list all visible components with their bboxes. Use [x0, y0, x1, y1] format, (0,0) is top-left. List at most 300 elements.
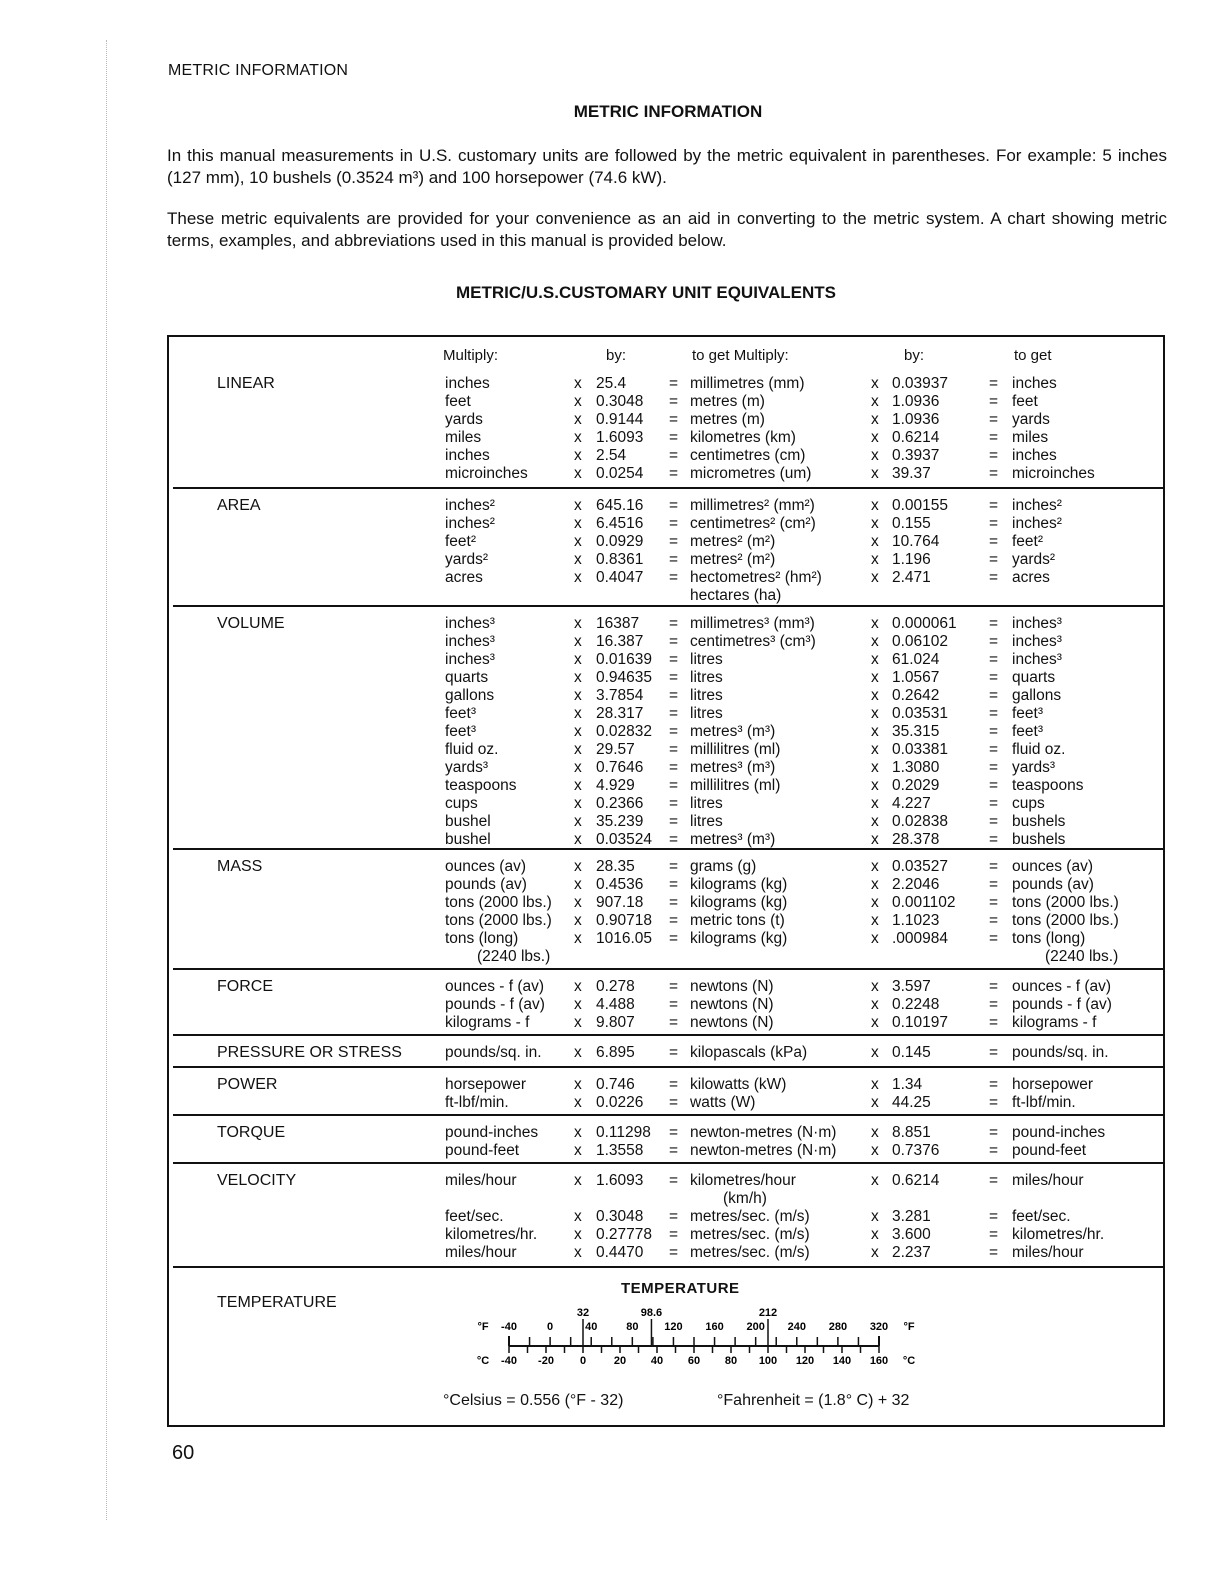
equals-sign: = [669, 393, 679, 410]
factor-2: 10.764 [892, 533, 940, 550]
metric-unit: metres³ (m³) [690, 831, 776, 848]
table-row [173, 447, 1163, 465]
table-row [173, 687, 1163, 705]
factor: 4.929 [596, 777, 635, 794]
factor-2: 0.2029 [892, 777, 940, 794]
equals-sign-2: = [989, 1076, 999, 1093]
page-title: METRIC INFORMATION [573, 102, 763, 121]
equals-sign-2: = [989, 687, 999, 704]
from-unit: inches³ [445, 615, 495, 632]
to-unit: ft-lbf/min. [1012, 1094, 1076, 1111]
factor-2: 0.3937 [892, 447, 940, 464]
metric-unit: millilitres (ml) [690, 741, 781, 758]
times-sign: x [574, 978, 582, 995]
equals-sign: = [669, 515, 679, 532]
from-unit: miles [445, 429, 482, 446]
factor: 0.278 [596, 978, 635, 995]
from-unit: feet³ [445, 723, 477, 740]
metric-unit: litres [690, 813, 723, 830]
table-row [173, 1044, 1163, 1062]
equals-sign: = [669, 375, 679, 392]
factor: 1.6093 [596, 1172, 644, 1189]
factor-2: 2.237 [892, 1244, 931, 1261]
fahrenheit-marker-label: 212 [758, 1307, 778, 1319]
metric-unit: metres (m) [690, 411, 765, 428]
times-sign: x [574, 533, 582, 550]
times-sign-2: x [871, 1226, 879, 1243]
table-row [173, 569, 1163, 587]
times-sign: x [574, 723, 582, 740]
section-name: MASS [217, 858, 263, 875]
factor-2: 28.378 [892, 831, 940, 848]
factor-2: 0.03937 [892, 375, 949, 392]
equals-sign: = [669, 633, 679, 650]
factor-2: 3.597 [892, 978, 931, 995]
times-sign-2: x [871, 912, 879, 929]
celsius-tick-label: -40 [501, 1355, 517, 1366]
metric-unit: newton-metres (N·m) [690, 1142, 837, 1159]
factor-2: 0.03531 [892, 705, 949, 722]
factor: 35.239 [596, 813, 644, 830]
metric-unit: kilograms (kg) [690, 930, 788, 947]
equals-sign: = [669, 533, 679, 550]
table-row [173, 1124, 1163, 1142]
scan-margin-line [106, 40, 107, 1520]
fahrenheit-tick-label: 80 [626, 1321, 639, 1333]
equals-sign: = [669, 551, 679, 568]
factor-2: 1.0936 [892, 393, 940, 410]
factor: 1.3558 [596, 1142, 644, 1159]
to-unit: pounds - f (av) [1012, 996, 1112, 1013]
fahrenheit-tick-label: 40 [585, 1321, 598, 1333]
times-sign: x [574, 876, 582, 893]
factor-2: 0.2248 [892, 996, 940, 1013]
equals-sign-2: = [989, 551, 999, 568]
metric-unit: centimetres (cm) [690, 447, 806, 464]
metric-unit: metres (m) [690, 393, 765, 410]
table-row [173, 615, 1163, 633]
from-unit: miles/hour [445, 1244, 517, 1261]
equals-sign: = [669, 894, 679, 911]
equals-sign: = [669, 813, 679, 830]
factor-2: 8.851 [892, 1124, 931, 1141]
from-unit: yards [445, 411, 483, 428]
factor-2: 1.3080 [892, 759, 940, 776]
to-unit: cups [1012, 795, 1045, 812]
times-sign-2: x [871, 1014, 879, 1031]
factor-2: 2.471 [892, 569, 931, 586]
factor-2: 0.6214 [892, 1172, 940, 1189]
section-power [173, 1066, 1163, 1116]
from-unit: inches² [445, 515, 495, 532]
from-unit: tons (long) [445, 930, 519, 947]
factor: 0.27778 [596, 1226, 653, 1243]
metric-unit: kilometres/hour [690, 1172, 796, 1189]
from-unit: yards² [445, 551, 489, 568]
times-sign-2: x [871, 569, 879, 586]
factor-2: 0.7376 [892, 1142, 940, 1159]
metric-unit: newtons (N) [690, 978, 774, 995]
equals-sign-2: = [989, 1142, 999, 1159]
equals-sign-2: = [989, 669, 999, 686]
times-sign-2: x [871, 651, 879, 668]
times-sign-2: x [871, 978, 879, 995]
table-row [173, 633, 1163, 651]
times-sign-2: x [871, 669, 879, 686]
factor-2: .000984 [892, 930, 949, 947]
factor: 0.3048 [596, 393, 644, 410]
equals-sign-2: = [989, 795, 999, 812]
equals-sign: = [669, 876, 679, 893]
section-mass [173, 848, 1163, 970]
metric-unit: newtons (N) [690, 996, 774, 1013]
times-sign-2: x [871, 687, 879, 704]
factor: 0.3048 [596, 1208, 644, 1225]
from-unit: feet² [445, 533, 477, 550]
from-unit: feet [445, 393, 471, 410]
factor-2: 3.600 [892, 1226, 931, 1243]
times-sign-2: x [871, 447, 879, 464]
table-row [173, 393, 1163, 411]
table-row [173, 978, 1163, 996]
celsius-unit-right: °C [902, 1355, 916, 1366]
to-unit: feet³ [1012, 723, 1044, 740]
table-row [173, 465, 1163, 483]
factor-2: 39.37 [892, 465, 931, 482]
chart-title: METRIC/U.S.CUSTOMARY UNIT EQUIVALENTS [456, 283, 837, 302]
section-force [173, 968, 1163, 1036]
equals-sign-2: = [989, 813, 999, 830]
factor: 0.9144 [596, 411, 644, 428]
times-sign: x [574, 1014, 582, 1031]
equals-sign: = [669, 497, 679, 514]
to-unit: inches³ [1012, 633, 1062, 650]
from-unit: microinches [445, 465, 528, 482]
to-unit: inches³ [1012, 651, 1062, 668]
equals-sign: = [669, 858, 679, 875]
times-sign: x [574, 497, 582, 514]
table-row [173, 587, 1163, 605]
fahrenheit-tick-label: 320 [869, 1321, 889, 1333]
times-sign: x [574, 447, 582, 464]
from-unit: inches [445, 447, 490, 464]
from-unit: acres [445, 569, 483, 586]
equals-sign: = [669, 741, 679, 758]
equals-sign-2: = [989, 930, 999, 947]
table-row [173, 1244, 1163, 1262]
factor: 6.4516 [596, 515, 644, 532]
to-unit: inches² [1012, 497, 1062, 514]
equals-sign: = [669, 723, 679, 740]
equals-sign: = [669, 930, 679, 947]
table-row [173, 705, 1163, 723]
times-sign: x [574, 429, 582, 446]
equals-sign-2: = [989, 1014, 999, 1031]
from-unit: pounds/sq. in. [445, 1044, 542, 1061]
to-unit: inches [1012, 447, 1057, 464]
table-row [173, 996, 1163, 1014]
table-row [173, 533, 1163, 551]
from-unit: teaspoons [445, 777, 517, 794]
table-row [173, 759, 1163, 777]
times-sign-2: x [871, 533, 879, 550]
metric-unit: kilowatts (kW) [690, 1076, 787, 1093]
equals-sign-2: = [989, 978, 999, 995]
times-sign: x [574, 651, 582, 668]
table-row [173, 876, 1163, 894]
section-name: VOLUME [217, 615, 285, 632]
header-by-2: by: [904, 347, 925, 364]
table-row [173, 741, 1163, 759]
metric-unit: kilograms (kg) [690, 894, 788, 911]
times-sign-2: x [871, 1142, 879, 1159]
factor: 25.4 [596, 375, 627, 392]
table-row [173, 813, 1163, 831]
section-velocity [173, 1162, 1163, 1268]
to-unit: kilometres/hr. [1012, 1226, 1105, 1243]
metric-unit: hectares (ha) [690, 587, 782, 604]
table-row [173, 795, 1163, 813]
times-sign: x [574, 687, 582, 704]
metric-unit: metric tons (t) [690, 912, 785, 929]
fahrenheit-tick-label: -40 [501, 1321, 517, 1333]
metric-unit: newton-metres (N·m) [690, 1124, 837, 1141]
factor: 28.317 [596, 705, 644, 722]
to-unit: tons (2000 lbs.) [1012, 912, 1119, 929]
times-sign: x [574, 777, 582, 794]
equals-sign: = [669, 651, 679, 668]
equals-sign-2: = [989, 741, 999, 758]
times-sign-2: x [871, 551, 879, 568]
times-sign: x [574, 375, 582, 392]
from-unit: cups [445, 795, 478, 812]
celsius-tick-label: 0 [579, 1355, 587, 1366]
equals-sign-2: = [989, 723, 999, 740]
times-sign: x [574, 1044, 582, 1061]
factor: 0.7646 [596, 759, 644, 776]
celsius-tick-label: 80 [724, 1355, 738, 1366]
section-name: TORQUE [217, 1124, 286, 1141]
factor-2: 0.10197 [892, 1014, 949, 1031]
equals-sign-2: = [989, 894, 999, 911]
factor: 0.4047 [596, 569, 644, 586]
factor-2: 0.00155 [892, 497, 949, 514]
times-sign: x [574, 831, 582, 848]
section-name: FORCE [217, 978, 273, 995]
intro-paragraph: In this manual measurements in U.S. customary units are followed by the metric equivalent in parentheses. For example: 5 inches (127 mm), 10 bushels (0.3524 m³) and 100 horsepower (74.6 kW). [167, 146, 1167, 187]
to-unit: inches² [1012, 515, 1062, 532]
metric-unit: millimetres (mm) [690, 375, 805, 392]
metric-unit: grams (g) [690, 858, 757, 875]
times-sign-2: x [871, 1208, 879, 1225]
factor: 4.488 [596, 996, 635, 1013]
times-sign: x [574, 705, 582, 722]
table-row [173, 411, 1163, 429]
metric-unit: metres³ (m³) [690, 723, 776, 740]
table-row [173, 831, 1163, 849]
times-sign-2: x [871, 795, 879, 812]
factor: 0.0929 [596, 533, 644, 550]
section-name: AREA [217, 497, 261, 514]
factor-2: 1.1023 [892, 912, 940, 929]
table-row [173, 1142, 1163, 1160]
factor-2: 0.001102 [892, 894, 956, 911]
header-multiply: Multiply: [443, 347, 499, 364]
celsius-unit-left: °C [476, 1355, 490, 1366]
equals-sign-2: = [989, 996, 999, 1013]
equals-sign: = [669, 569, 679, 586]
equals-sign-2: = [989, 533, 999, 550]
times-sign: x [574, 465, 582, 482]
metric-unit: centimetres³ (cm³) [690, 633, 816, 650]
times-sign-2: x [871, 1094, 879, 1111]
table-row-continuation [173, 1190, 1163, 1208]
factor: 0.02832 [596, 723, 653, 740]
equals-sign: = [669, 1172, 679, 1189]
metric-unit: watts (W) [690, 1094, 756, 1111]
equals-sign: = [669, 1124, 679, 1141]
table-row [173, 1014, 1163, 1032]
to-unit-continuation: (2240 lbs.) [1045, 948, 1119, 965]
times-sign-2: x [871, 497, 879, 514]
from-unit: fluid oz. [445, 741, 499, 758]
times-sign: x [574, 759, 582, 776]
fahrenheit-tick-label: 160 [705, 1321, 724, 1333]
times-sign: x [574, 1244, 582, 1261]
page-number: 60 [172, 1442, 195, 1464]
equals-sign-2: = [989, 633, 999, 650]
to-unit: miles/hour [1012, 1244, 1084, 1261]
to-unit: horsepower [1012, 1076, 1093, 1093]
table-row [173, 930, 1163, 948]
to-unit: tons (long) [1012, 930, 1086, 947]
table-row [173, 497, 1163, 515]
metric-unit: litres [690, 705, 723, 722]
factor-2: 0.000061 [892, 615, 957, 632]
factor: 29.57 [596, 741, 635, 758]
convenience-paragraph: These metric equivalents are provided for your convenience as an aid in converting to the metric system. A chart showing metric terms, examples, and abbreviations used in this manual is provided below. [167, 209, 1167, 250]
from-unit: ounces - f (av) [445, 978, 545, 995]
celsius-formula: °Celsius = 0.556 (°F - 32) [443, 1392, 624, 1409]
table-row [173, 894, 1163, 912]
metric-unit: kilopascals (kPa) [690, 1044, 808, 1061]
table-row [173, 1094, 1163, 1112]
section-name: POWER [217, 1076, 278, 1093]
from-unit: ounces (av) [445, 858, 526, 875]
equals-sign-2: = [989, 1044, 999, 1061]
from-unit: bushel [445, 813, 491, 830]
times-sign: x [574, 615, 582, 632]
from-unit: pounds (av) [445, 876, 527, 893]
metric-unit: millimetres³ (mm³) [690, 615, 815, 632]
fahrenheit-unit-right: °F [903, 1321, 915, 1333]
running-head: METRIC INFORMATION [168, 62, 349, 79]
times-sign-2: x [871, 515, 879, 532]
fahrenheit-tick-label: 0 [547, 1321, 554, 1333]
to-unit: fluid oz. [1012, 741, 1066, 758]
equals-sign: = [669, 1014, 679, 1031]
celsius-tick-label: 40 [650, 1355, 664, 1366]
metric-unit: litres [690, 669, 723, 686]
table-row [173, 858, 1163, 876]
header-to-get-multiply: to get Multiply: [692, 347, 789, 364]
section-linear [173, 337, 1163, 487]
to-unit: feet [1012, 393, 1038, 410]
equals-sign-2: = [989, 759, 999, 776]
fahrenheit-unit-left: °F [477, 1321, 489, 1333]
times-sign-2: x [871, 1044, 879, 1061]
table-row-continuation [173, 948, 1163, 966]
fahrenheit-formula: °Fahrenheit = (1.8° C) + 32 [717, 1392, 910, 1409]
table-row [173, 777, 1163, 795]
factor: 0.01639 [596, 651, 653, 668]
times-sign: x [574, 912, 582, 929]
factor-2: 1.0567 [892, 669, 940, 686]
from-unit: gallons [445, 687, 495, 704]
metric-unit: centimetres² (cm²) [690, 515, 816, 532]
equals-sign-2: = [989, 777, 999, 794]
factor-2: 1.196 [892, 551, 931, 568]
times-sign: x [574, 741, 582, 758]
equals-sign-2: = [989, 1172, 999, 1189]
to-unit: tons (2000 lbs.) [1012, 894, 1119, 911]
from-unit: tons (2000 lbs.) [445, 912, 552, 929]
table-row [173, 723, 1163, 741]
times-sign: x [574, 996, 582, 1013]
to-unit: pound-feet [1012, 1142, 1087, 1159]
factor: 645.16 [596, 497, 644, 514]
to-unit: yards [1012, 411, 1050, 428]
times-sign: x [574, 858, 582, 875]
times-sign-2: x [871, 465, 879, 482]
to-unit: feet² [1012, 533, 1044, 550]
equals-sign: = [669, 465, 679, 482]
table-row [173, 669, 1163, 687]
times-sign-2: x [871, 705, 879, 722]
to-unit: ounces (av) [1012, 858, 1093, 875]
equals-sign-2: = [989, 465, 999, 482]
times-sign: x [574, 930, 582, 947]
times-sign: x [574, 669, 582, 686]
factor: 1016.05 [596, 930, 653, 947]
factor: 16387 [596, 615, 640, 632]
from-unit: pound-feet [445, 1142, 520, 1159]
factor: 0.0254 [596, 465, 644, 482]
factor-2: 0.03527 [892, 858, 949, 875]
equals-sign-2: = [989, 831, 999, 848]
factor-2: 4.227 [892, 795, 931, 812]
equals-sign-2: = [989, 411, 999, 428]
times-sign-2: x [871, 375, 879, 392]
times-sign: x [574, 1142, 582, 1159]
times-sign: x [574, 1094, 582, 1111]
factor-2: 3.281 [892, 1208, 931, 1225]
to-unit: kilograms - f [1012, 1014, 1097, 1031]
table-row [173, 912, 1163, 930]
equals-sign-2: = [989, 1124, 999, 1141]
factor-2: 35.315 [892, 723, 940, 740]
section-name: PRESSURE OR STRESS [217, 1044, 402, 1061]
from-unit: inches³ [445, 651, 495, 668]
celsius-tick-label: 60 [687, 1355, 701, 1366]
metric-unit: metres² (m²) [690, 533, 776, 550]
factor-2: 1.0936 [892, 411, 940, 428]
factor: 0.11298 [596, 1124, 651, 1141]
factor-2: 0.02838 [892, 813, 949, 830]
to-unit: ounces - f (av) [1012, 978, 1112, 995]
equals-sign: = [669, 687, 679, 704]
times-sign: x [574, 1124, 582, 1141]
